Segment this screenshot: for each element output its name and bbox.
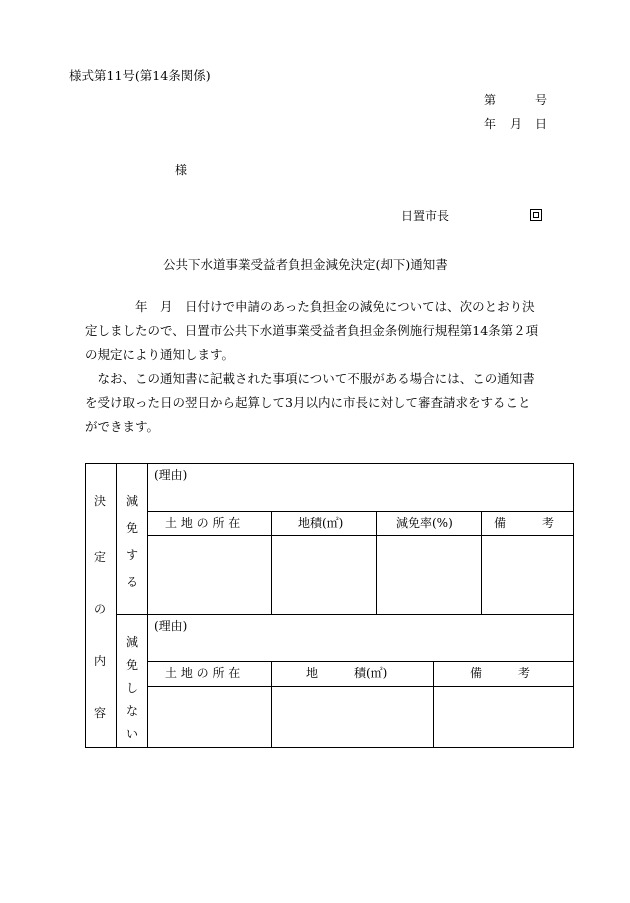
reason-label: (理由)	[154, 468, 188, 482]
body-line: 定しましたので、日置市公共下水道事業受益者負担金条例施行規程第14条第２項	[85, 323, 539, 338]
body-line: 年 月 日付けで申請のあった負担金の減免については、次のとおり決	[85, 299, 535, 314]
column-header-reduction-rate: 減免率(%)	[396, 516, 453, 530]
column-header-location: 土 地 の 所 在	[165, 666, 241, 680]
reason-label: (理由)	[154, 619, 188, 633]
column-header-area: 地 積(㎡)	[306, 666, 388, 680]
label-char: し	[125, 681, 138, 695]
date-day: 日	[535, 117, 548, 131]
label-char: 免	[125, 658, 138, 672]
addressee-honorific: 様	[175, 163, 188, 177]
form-number: 様式第11号(第14条関係)	[69, 68, 211, 83]
label-char: 減	[125, 494, 138, 508]
date-month: 月	[510, 117, 523, 131]
reduction-denied-label	[124, 633, 140, 742]
document-number-dai: 第	[484, 93, 497, 107]
date-year: 年	[484, 117, 497, 131]
body-line: を受け取った日の翌日から起算して3月以内に市長に対して審査請求をすること	[85, 395, 531, 410]
issuer-name: 日置市長	[401, 209, 450, 223]
decision-content-label	[92, 492, 108, 721]
document-number-go: 号	[535, 93, 548, 107]
label-char: い	[125, 727, 138, 741]
label-char: な	[125, 704, 138, 718]
body-line: なお、この通知書に記載された事項について不服がある場合には、この通知書	[85, 371, 535, 386]
label-char: 内	[93, 654, 106, 668]
column-header-remarks: 備 考	[470, 666, 531, 680]
label-char: 減	[125, 635, 138, 649]
label-char: 決	[93, 494, 106, 508]
column-header-location: 土 地 の 所 在	[165, 516, 241, 530]
document-title: 公共下水道事業受益者負担金減免決定(却下)通知書	[163, 257, 448, 272]
label-char: の	[93, 602, 106, 616]
label-char: る	[125, 575, 138, 589]
label-char: 定	[93, 550, 106, 564]
label-char: 免	[125, 521, 138, 535]
body-line: の規定により通知します。	[85, 347, 235, 362]
column-header-area: 地積(㎡)	[298, 516, 344, 530]
reduction-granted-label	[124, 492, 140, 590]
label-char: す	[125, 548, 138, 562]
column-header-remarks: 備 考	[494, 516, 555, 530]
body-line: ができます。	[85, 419, 160, 434]
label-char: 容	[93, 706, 106, 720]
